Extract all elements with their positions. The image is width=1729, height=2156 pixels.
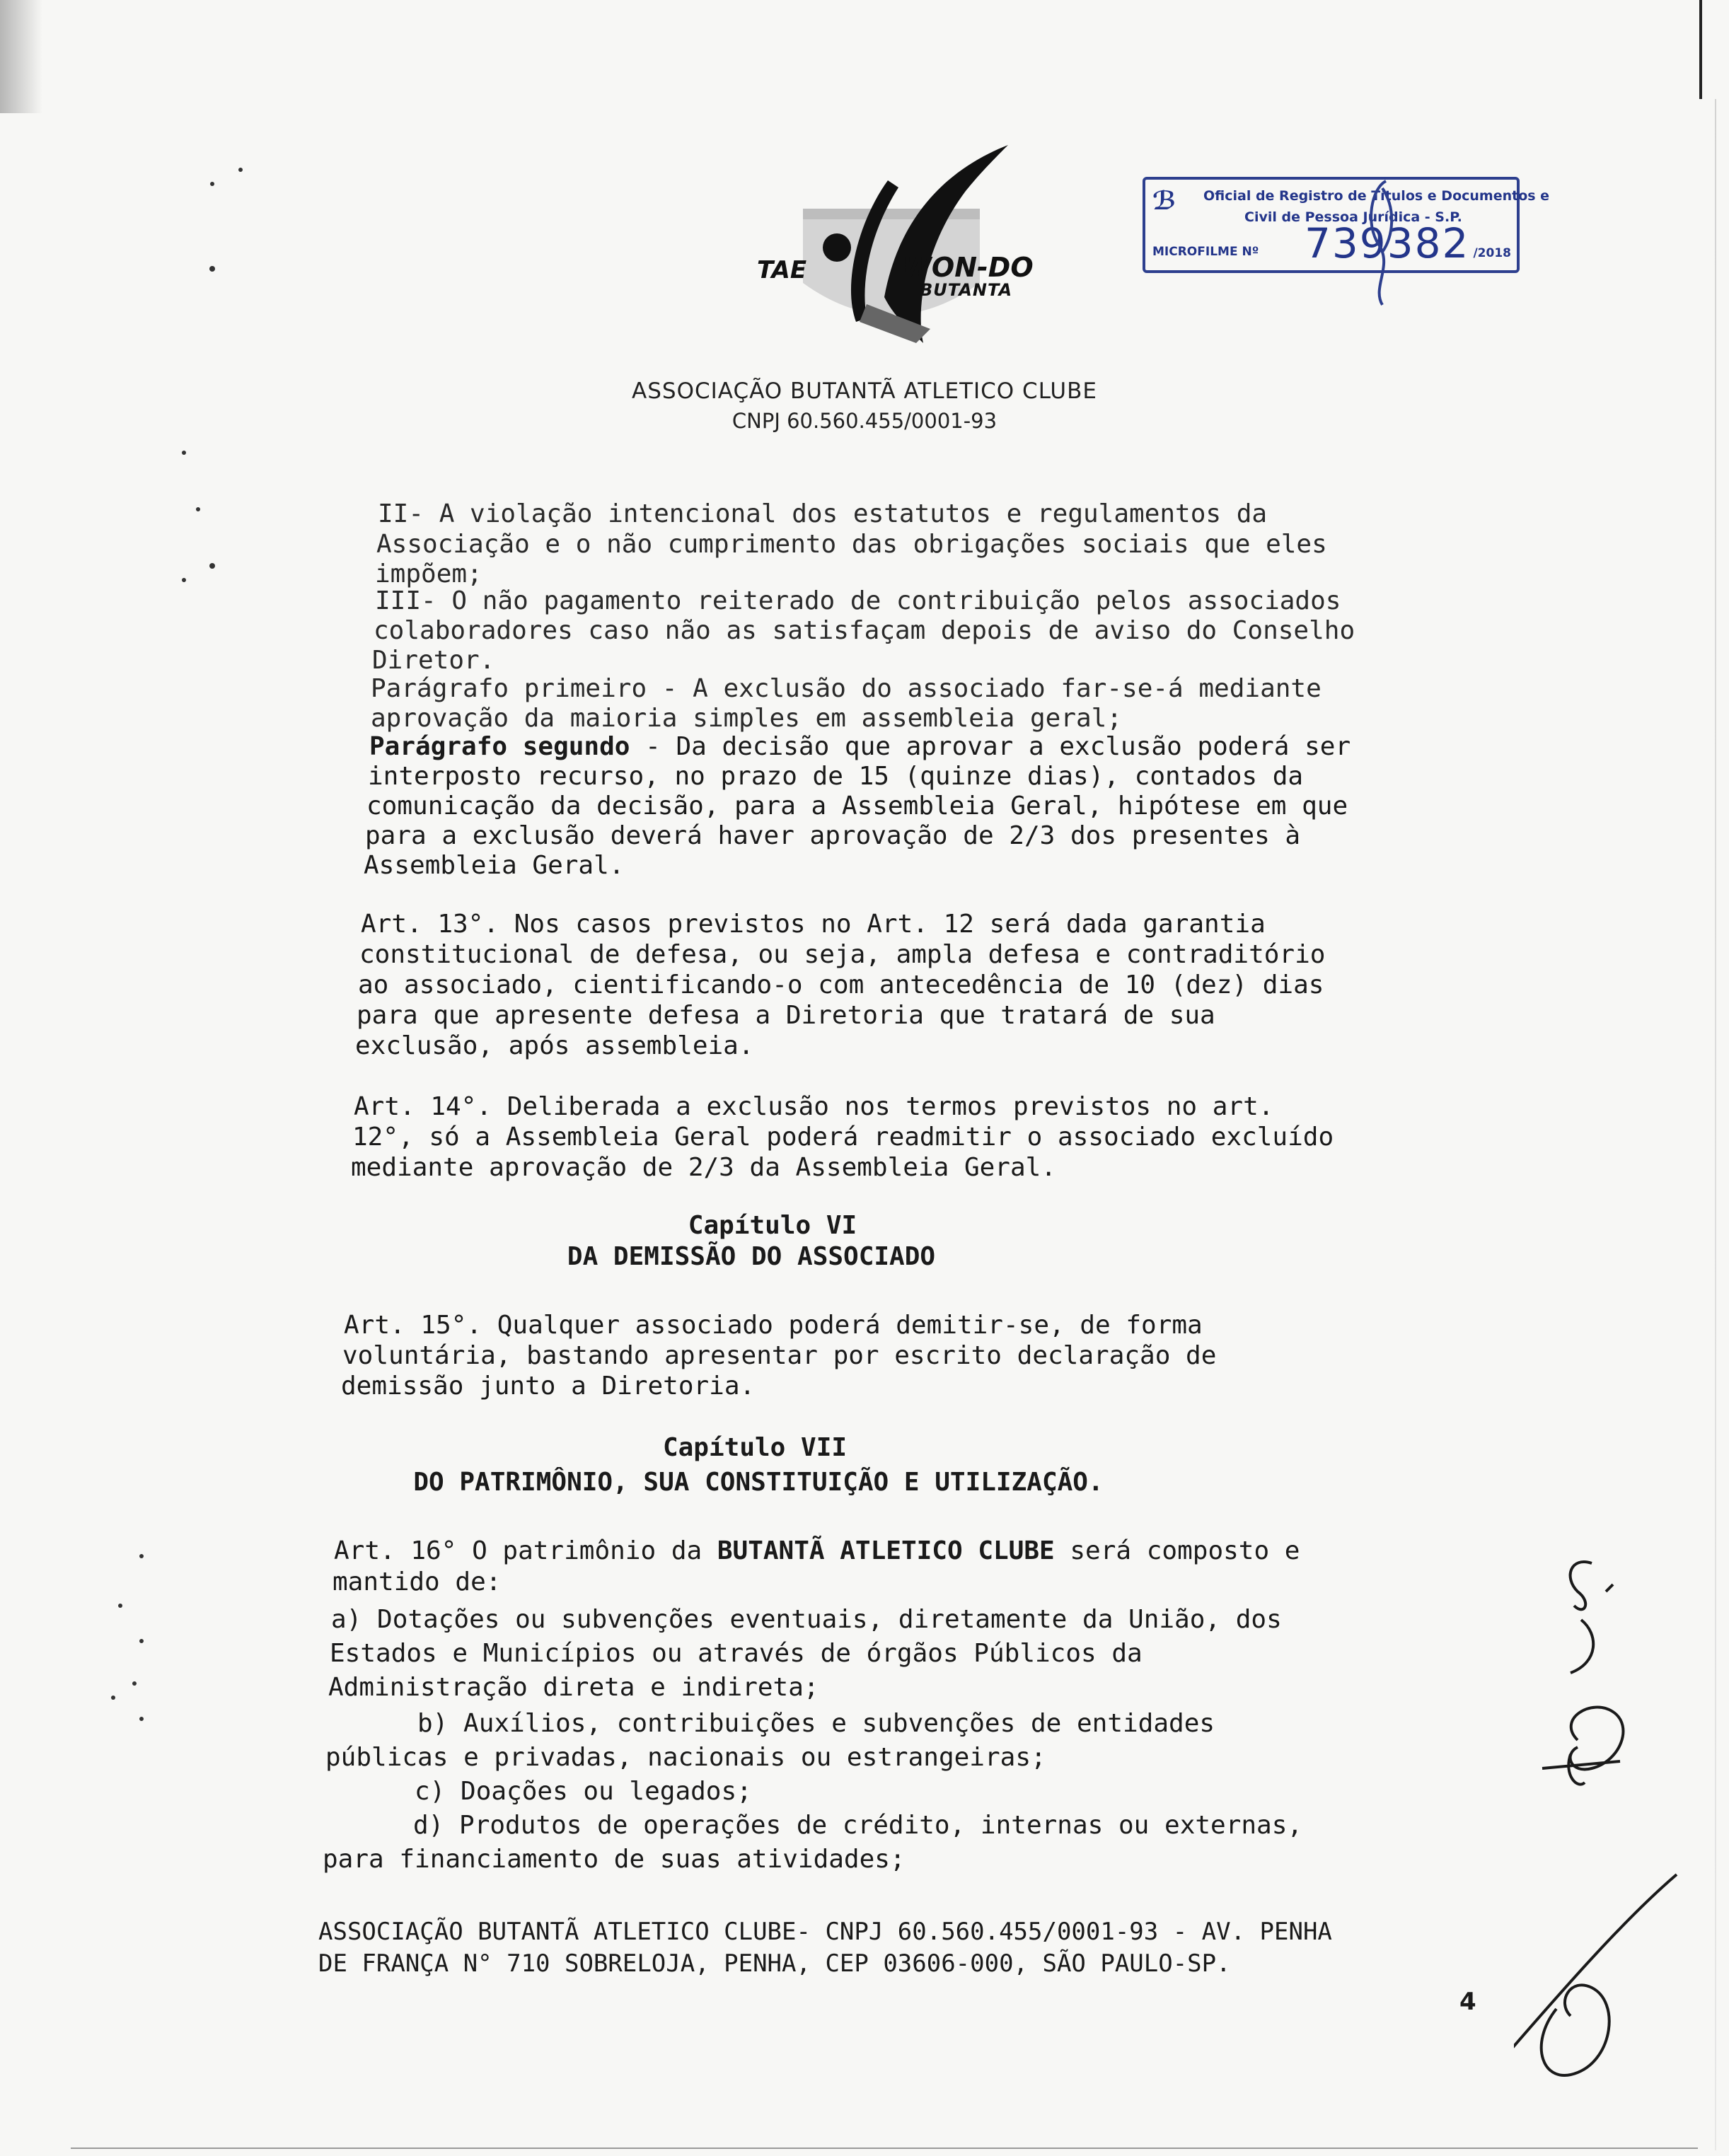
art-14-line: 12°, só a Assembleia Geral poderá readmitir o associado excluído bbox=[352, 1123, 1334, 1152]
logo bbox=[753, 141, 1036, 354]
item-iii-line: Diretor. bbox=[372, 646, 495, 675]
art-15-line: Art. 15°. Qualquer associado poderá demitir-se, de forma bbox=[344, 1311, 1203, 1340]
art-16-line bbox=[334, 1536, 1300, 1566]
paragraph-second-line: para a exclusão deverá haver aprovação de 2/3 dos presentes à bbox=[365, 821, 1301, 850]
art-16-item-d: d) Produtos de operações de crédito, internas ou externas, bbox=[413, 1811, 1303, 1840]
art-16-item-c: c) Doações ou legados; bbox=[415, 1777, 752, 1806]
footer-address-line: ASSOCIAÇÃO BUTANTÃ ATLETICO CLUBE- CNPJ 60.560.455/0001-93 - AV. PENHA bbox=[318, 1918, 1332, 1946]
item-ii-line: Associação e o não cumprimento das obrigações sociais que eles bbox=[376, 530, 1327, 559]
art-16-item-d: para financiamento de suas atividades; bbox=[323, 1845, 906, 1874]
paragraph-second-line bbox=[369, 731, 1351, 762]
art-16-item-a: Estados e Municípios ou através de órgãos Públicos da bbox=[330, 1639, 1143, 1668]
chapter-7-title: Capítulo VII bbox=[662, 1433, 848, 1462]
art-16-item-a: Administração direta e indireta; bbox=[328, 1673, 819, 1702]
paragraph-second-line: Assembleia Geral. bbox=[364, 851, 625, 880]
chapter-6-title: Capítulo VI bbox=[688, 1211, 857, 1240]
registry-stamp bbox=[1143, 177, 1550, 273]
scan-edge bbox=[71, 2148, 1698, 2149]
chapter-7-subtitle: DO PATRIMÔNIO, SUA CONSTITUIÇÃO E UTILIZAÇÃO. bbox=[413, 1468, 1104, 1497]
art-16-post: será composto e bbox=[1070, 1536, 1300, 1565]
item-iii-line: colaboradores caso não as satisfaçam depois de aviso do Conselho bbox=[374, 616, 1355, 645]
art-16-line: mantido de: bbox=[332, 1567, 502, 1596]
handwritten-initials-icon bbox=[1514, 1549, 1726, 2143]
art-13-line: para que apresente defesa a Diretoria que tratará de sua bbox=[357, 1001, 1215, 1030]
art-16-item-a: a) Dotações ou subvenções eventuais, diretamente da União, dos bbox=[331, 1605, 1282, 1634]
stamp-line-1: Oficial de Registro de Títulos e Documentos e bbox=[1203, 188, 1550, 204]
art-16-item-b: públicas e privadas, nacionais ou estrangeiras; bbox=[325, 1743, 1046, 1772]
scan-edge bbox=[1699, 0, 1702, 99]
taekwondo-logo-icon bbox=[753, 141, 1036, 354]
art-13-line: Art. 13°. Nos casos previstos no Art. 12 será dada garantia bbox=[361, 910, 1266, 939]
stamp-signature-icon bbox=[1343, 167, 1428, 308]
art-15-line: demissão junto a Diretoria. bbox=[341, 1372, 756, 1401]
page-number: 4 bbox=[1459, 1988, 1476, 2016]
item-ii-line: impõem; bbox=[375, 560, 482, 589]
art-16-pre: Art. 16° O patrimônio da bbox=[334, 1536, 702, 1565]
art-16-item-b: b) Auxílios, contribuições e subvenções de entidades bbox=[417, 1709, 1215, 1738]
item-iii-line: III- O não pagamento reiterado de contribuição pelos associados bbox=[375, 586, 1341, 615]
logo-text-butanta: BUTANTA bbox=[920, 280, 1013, 300]
art-13-line: constitucional de defesa, ou seja, ampla defesa e contraditório bbox=[359, 940, 1326, 969]
association-cnpj: CNPJ 60.560.455/0001-93 bbox=[732, 409, 998, 433]
stamp-line-2: Civil de Pessoa Jurídica - S.P. bbox=[1244, 209, 1462, 225]
chapter-6-subtitle: DA DEMISSÃO DO ASSOCIADO bbox=[567, 1242, 936, 1271]
art-13-line: exclusão, após assembleia. bbox=[355, 1031, 754, 1060]
registry-seal-icon: ℬ bbox=[1152, 187, 1176, 216]
logo-text-wondo: WON-DO bbox=[902, 252, 1034, 283]
logo-text-tae: TAE bbox=[757, 256, 807, 284]
art-14-line: Art. 14°. Deliberada a exclusão nos termos previstos no art. bbox=[354, 1092, 1274, 1121]
stamp-microfilme-label: MICROFILME Nº bbox=[1152, 245, 1259, 259]
paragraph-first-line: Parágrafo primeiro - A exclusão do associado far-se-á mediante bbox=[371, 674, 1322, 703]
paragraph-second-text: - Da decisão que aprovar a exclusão poderá ser bbox=[645, 732, 1351, 761]
stamp-year: /2018 bbox=[1473, 246, 1511, 260]
art-16-club-name: BUTANTÃ ATLETICO CLUBE bbox=[717, 1536, 1055, 1565]
item-ii-line: II- A violação intencional dos estatutos e regulamentos da bbox=[378, 499, 1268, 528]
art-15-line: voluntária, bastando apresentar por escrito declaração de bbox=[342, 1341, 1217, 1370]
footer-address-line: DE FRANÇA N° 710 SOBRELOJA, PENHA, CEP 03606-000, SÃO PAULO-SP. bbox=[318, 1949, 1231, 1978]
paragraph-second-label: Parágrafo segundo bbox=[369, 732, 630, 761]
stamp-number: 739382 bbox=[1305, 219, 1470, 267]
paragraph-second-line: interposto recurso, no prazo de 15 (quinze dias), contados da bbox=[368, 762, 1304, 791]
paragraph-second-line: comunicação da decisão, para a Assembleia Geral, hipótese em que bbox=[366, 792, 1348, 821]
paragraph-first-line: aprovação da maioria simples em assembleia geral; bbox=[371, 704, 1123, 733]
art-13-line: ao associado, cientificando-o com antecedência de 10 (dez) dias bbox=[358, 970, 1324, 999]
scan-specks bbox=[0, 0, 283, 1768]
art-14-line: mediante aprovação de 2/3 da Assembleia Geral. bbox=[351, 1153, 1056, 1182]
association-name: ASSOCIAÇÃO BUTANTÃ ATLETICO CLUBE bbox=[632, 378, 1097, 404]
